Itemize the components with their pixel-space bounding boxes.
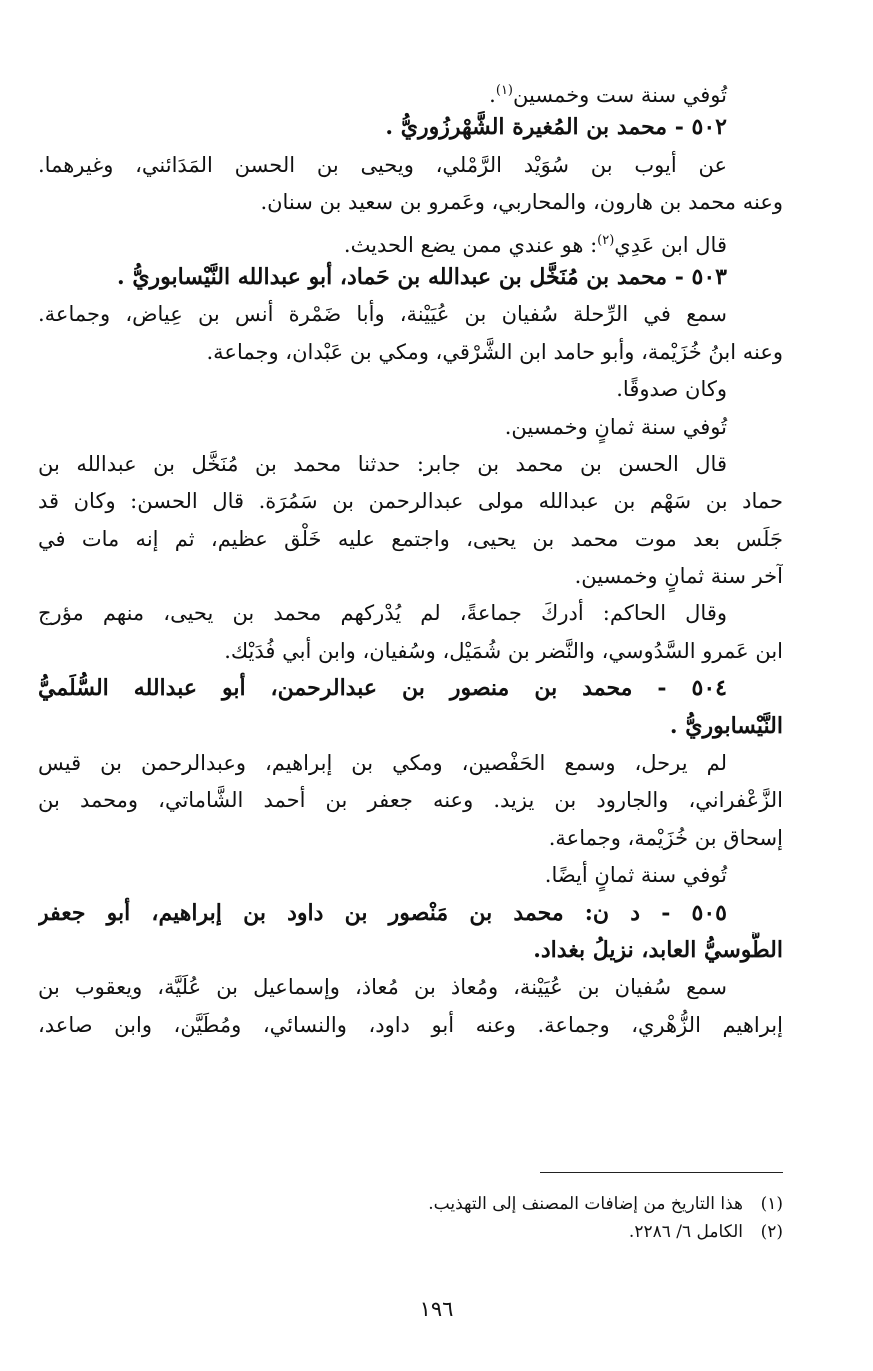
text-line: حماد بن سَهْم بن عبدالله مولى عبدالرحمن بن سَمُرَة. قال الحسن: وكان قد (38, 489, 783, 514)
text-line: تُوفي سنة ثمانٍ أيضًا. (544, 863, 727, 888)
footnote-number: (١) (760, 1194, 783, 1214)
text-line: لم يرحل، وسمع الحَفْصين، ومكي بن إبراهيم، وعبدالرحمن بن قيس (38, 751, 727, 776)
text-line: وكان صدوقًا. (616, 377, 727, 402)
entry-heading: النَّيْسابوريُّ . (669, 712, 783, 739)
entry-heading: ٥٠٤ - محمد بن منصور بن عبدالرحمن، أبو عبدالله السُّلَميُّ (38, 675, 727, 702)
entry-heading: ٥٠٣ - محمد بن مُنَخَّل بن عبدالله بن حَماد، أبو عبدالله النَّيْسابوريُّ . (117, 263, 727, 290)
text-line: تُوفي سنة ثمانٍ وخمسين. (504, 414, 727, 439)
footnotes (38, 1190, 783, 1246)
page-number: ١٩٦ (419, 1297, 454, 1321)
text-line: قال ابن عَدِي$^{(٢)}$: هو عندي ممن يضع الحديث. (343, 232, 727, 257)
text-line: وعنه محمد بن هارون، والمحاربي، وعَمرو بن سعيد بن سنان. (260, 190, 783, 215)
text-line: عن أيوب بن سُوَيْد الرَّمْلي، ويحيى بن الحسن المَدَائني، وغيرهما. (38, 152, 727, 177)
footnote-number: (٢) (760, 1222, 783, 1242)
main-text (38, 72, 783, 1044)
entry-heading: ٥٠٢ - محمد بن المُغيرة الشَّهْرزُوريُّ . (385, 114, 727, 141)
text-line: آخر سنة ثمانٍ وخمسين. (574, 564, 783, 589)
text-line: إسحاق بن خُزَيْمة، وجماعة. (548, 825, 783, 850)
text-line: تُوفي سنة ست وخمسين$^{(١)}$. (489, 83, 727, 107)
footnote (38, 1218, 783, 1246)
footnote-marker: (١) (495, 83, 513, 98)
text-line: وعنه ابنُ خُزَيْمة، وأبو حامد ابن الشَّرْقي، ومكي بن عَبْدان، وجماعة. (206, 339, 783, 364)
text-line: وقال الحاكم: أدركَ جماعةً، لم يُدْركهم محمد بن يحيى، منهم مؤرج (38, 601, 727, 626)
footnote-divider (540, 1172, 783, 1173)
text-line: الزَّعْفراني، والجارود بن يزيد. وعنه جعفر بن أحمد الشَّاماتي، ومحمد بن (38, 788, 783, 813)
footnote-text: الكامل ٦/ ٢٢٨٦. (628, 1222, 743, 1242)
text-line: سمع في الرِّحلة سُفيان بن عُيَيْنة، وأبا ضَمْرة أنس بن عِياض، وجماعة. (38, 302, 727, 327)
text-line: سمع سُفيان بن عُيَيْنة، ومُعاذ بن مُعاذ، وإسماعيل بن عُلَيَّة، ويعقوب بن (38, 975, 727, 1000)
text-line: جَلَس بعد موت محمد بن يحيى، واجتمع عليه خَلْق عظيم، ثم إنه مات في (38, 526, 783, 551)
text-line: قال الحسن بن محمد بن جابر: حدثنا محمد بن مُنَخَّل بن عبدالله بن (38, 451, 727, 476)
text-line: ابن عَمرو السَّدُوسي، والنَّضر بن شُمَيْل، وسُفيان، وابن أبي فُدَيْك. (224, 638, 783, 663)
entry-heading: الطُّوسيُّ العابد، نزيلُ بغداد. (533, 936, 783, 963)
footnote (38, 1190, 783, 1218)
footnote-marker: (٢) (597, 232, 615, 248)
footnote-text: هذا التاريخ من إضافات المصنف إلى التهذيب. (428, 1194, 743, 1214)
entry-heading: ٥٠٥ - د ن: محمد بن مَنْصور بن داود بن إبراهيم، أبو جعفر (38, 899, 727, 926)
text-line: إبراهيم الزُّهْري، وجماعة. وعنه أبو داود، والنسائي، ومُطَيَّن، وابن صاعد، (38, 1012, 783, 1037)
